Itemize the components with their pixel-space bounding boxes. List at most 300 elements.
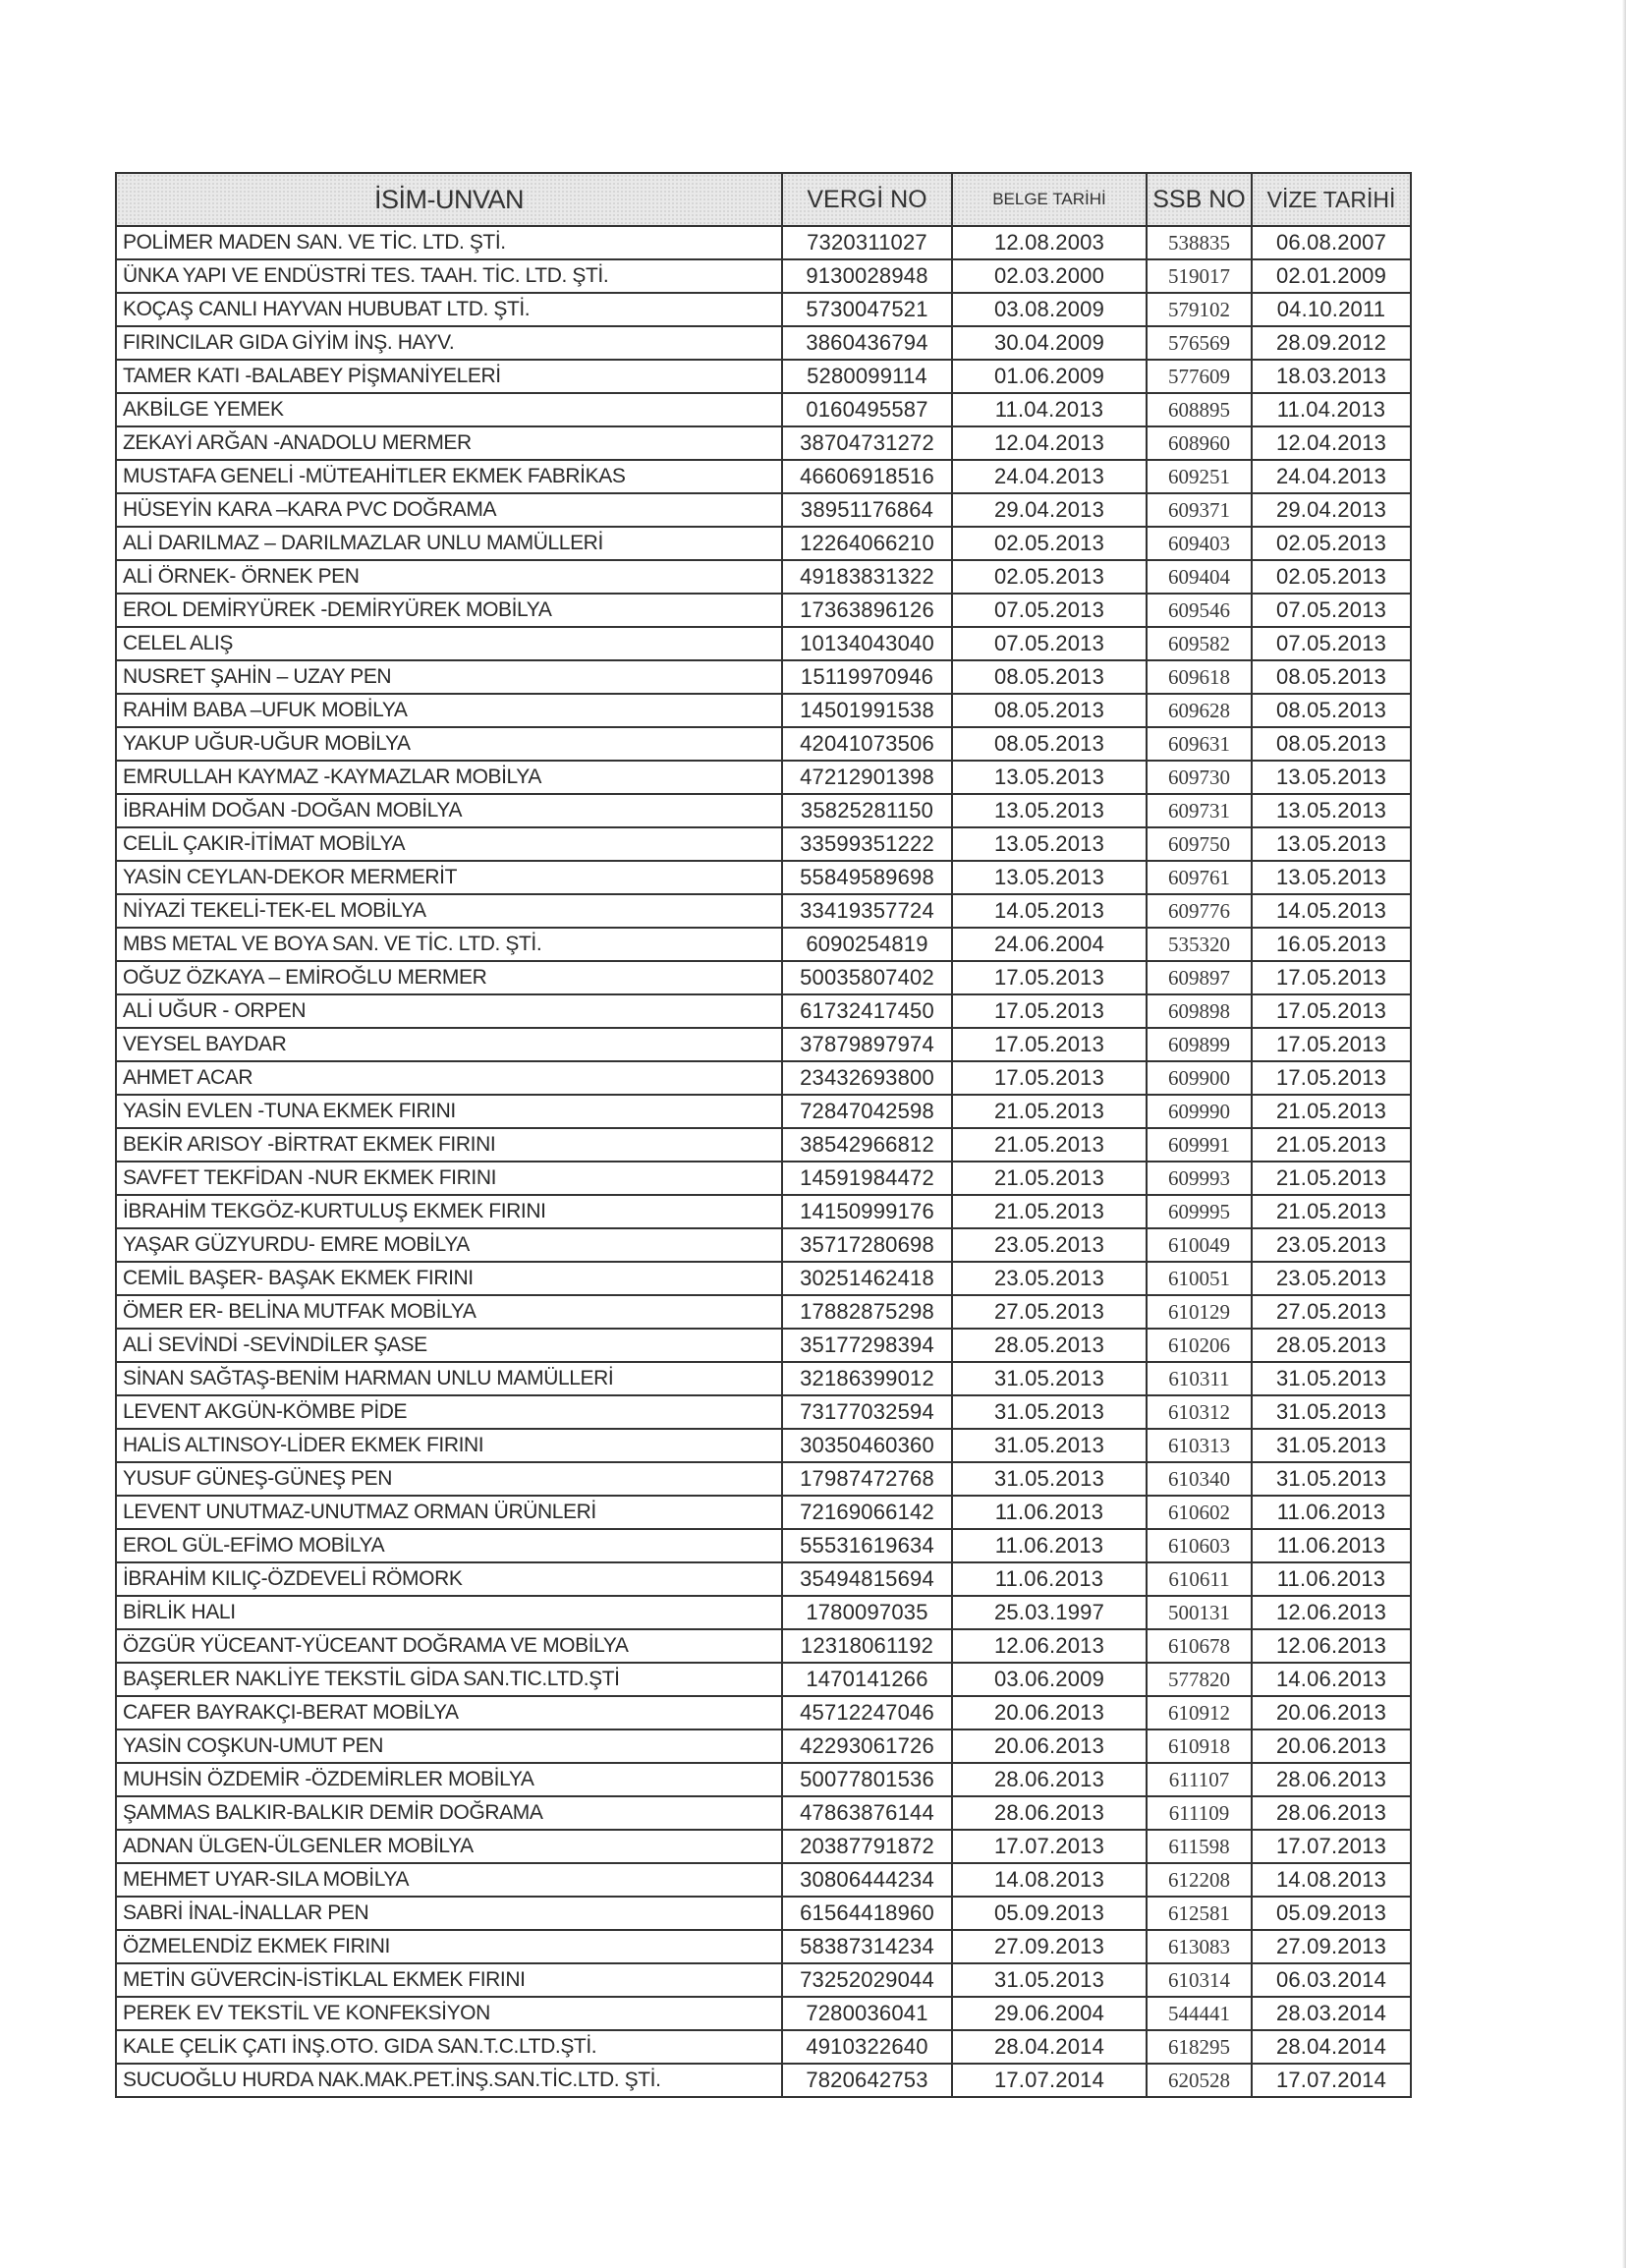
table-row (116, 493, 1411, 527)
table-row (116, 1061, 1411, 1095)
table-row (116, 1195, 1411, 1228)
header-name: İSİM-UNVAN (116, 173, 782, 226)
cell-vize-tarihi: 28.06.2013 (1252, 1796, 1411, 1830)
cell-ssb-no: 609991 (1147, 1128, 1252, 1162)
cell-vergi-no: 35494815694 (782, 1562, 952, 1596)
cell-vize-tarihi: 21.05.2013 (1252, 1128, 1411, 1162)
table-row (116, 426, 1411, 460)
cell-name: SABRİ İNAL-İNALLAR PEN (116, 1897, 782, 1930)
table-row (116, 1395, 1411, 1429)
cell-vergi-no: 33599351222 (782, 827, 952, 861)
cell-name: ZEKAYİ ARĞAN -ANADOLU MERMER (116, 426, 782, 460)
cell-name: KALE ÇELİK ÇATI İNŞ.OTO. GIDA SAN.T.C.LTD.ŞTİ. (116, 2030, 782, 2064)
cell-ssb-no: 613083 (1147, 1930, 1252, 1963)
cell-belge-tarihi: 17.07.2014 (952, 2064, 1147, 2097)
cell-ssb-no: 609750 (1147, 827, 1252, 861)
cell-belge-tarihi: 01.06.2009 (952, 360, 1147, 393)
cell-vize-tarihi: 18.03.2013 (1252, 360, 1411, 393)
table-row (116, 2064, 1411, 2097)
table-row (116, 226, 1411, 259)
scan-edge (1622, 0, 1626, 2268)
cell-vergi-no: 61732417450 (782, 994, 952, 1028)
cell-vize-tarihi: 05.09.2013 (1252, 1897, 1411, 1930)
cell-ssb-no: 609900 (1147, 1061, 1252, 1095)
cell-ssb-no: 610206 (1147, 1329, 1252, 1362)
table-row (116, 1496, 1411, 1529)
cell-name: KOÇAŞ CANLI HAYVAN HUBUBAT LTD. ŞTİ. (116, 293, 782, 326)
cell-ssb-no: 611107 (1147, 1763, 1252, 1796)
cell-name: HALİS ALTINSOY-LİDER EKMEK FIRINI (116, 1429, 782, 1462)
cell-vize-tarihi: 06.03.2014 (1252, 1963, 1411, 1997)
cell-vergi-no: 72847042598 (782, 1095, 952, 1128)
cell-vergi-no: 55849589698 (782, 861, 952, 894)
cell-belge-tarihi: 07.05.2013 (952, 627, 1147, 660)
cell-belge-tarihi: 31.05.2013 (952, 1395, 1147, 1429)
cell-vergi-no: 1780097035 (782, 1596, 952, 1629)
cell-vergi-no: 20387791872 (782, 1830, 952, 1863)
cell-name: METİN GÜVERCİN-İSTİKLAL EKMEK FIRINI (116, 1963, 782, 1997)
cell-name: OĞUZ ÖZKAYA – EMİROĞLU MERMER (116, 961, 782, 994)
table-row (116, 761, 1411, 794)
cell-belge-tarihi: 12.04.2013 (952, 426, 1147, 460)
cell-name: EROL GÜL-EFİMO MOBİLYA (116, 1529, 782, 1562)
cell-belge-tarihi: 17.05.2013 (952, 961, 1147, 994)
cell-ssb-no: 610678 (1147, 1629, 1252, 1663)
cell-belge-tarihi: 11.06.2013 (952, 1529, 1147, 1562)
table-row (116, 1462, 1411, 1496)
cell-vize-tarihi: 13.05.2013 (1252, 761, 1411, 794)
cell-belge-tarihi: 13.05.2013 (952, 827, 1147, 861)
cell-ssb-no: 608895 (1147, 393, 1252, 426)
cell-ssb-no: 609776 (1147, 894, 1252, 928)
cell-ssb-no: 610912 (1147, 1696, 1252, 1729)
cell-vize-tarihi: 21.05.2013 (1252, 1095, 1411, 1128)
table-row (116, 1696, 1411, 1729)
cell-ssb-no: 620528 (1147, 2064, 1252, 2097)
cell-belge-tarihi: 31.05.2013 (952, 1429, 1147, 1462)
table-row (116, 1329, 1411, 1362)
table-row (116, 1629, 1411, 1663)
table-row (116, 393, 1411, 426)
table-row (116, 1529, 1411, 1562)
cell-belge-tarihi: 05.09.2013 (952, 1897, 1147, 1930)
cell-vergi-no: 61564418960 (782, 1897, 952, 1930)
cell-belge-tarihi: 30.04.2009 (952, 326, 1147, 360)
cell-vize-tarihi: 28.04.2014 (1252, 2030, 1411, 2064)
cell-name: YASİN CEYLAN-DEKOR MERMERİT (116, 861, 782, 894)
cell-vergi-no: 17882875298 (782, 1295, 952, 1329)
cell-belge-tarihi: 12.06.2013 (952, 1629, 1147, 1663)
cell-ssb-no: 609730 (1147, 761, 1252, 794)
cell-belge-tarihi: 11.06.2013 (952, 1496, 1147, 1529)
table-row (116, 1596, 1411, 1629)
cell-vergi-no: 7280036041 (782, 1997, 952, 2030)
cell-name: ÖZMELENDİZ EKMEK FIRINI (116, 1930, 782, 1963)
cell-belge-tarihi: 08.05.2013 (952, 660, 1147, 694)
table-row (116, 928, 1411, 961)
cell-belge-tarihi: 08.05.2013 (952, 694, 1147, 727)
cell-vergi-no: 10134043040 (782, 627, 952, 660)
cell-vergi-no: 42293061726 (782, 1729, 952, 1763)
cell-name: SAVFET TEKFİDAN -NUR EKMEK FIRINI (116, 1162, 782, 1195)
table-row (116, 794, 1411, 827)
table-row (116, 1963, 1411, 1997)
cell-vergi-no: 73177032594 (782, 1395, 952, 1429)
cell-ssb-no: 610602 (1147, 1496, 1252, 1529)
cell-vize-tarihi: 07.05.2013 (1252, 627, 1411, 660)
cell-ssb-no: 609546 (1147, 594, 1252, 627)
cell-vize-tarihi: 27.09.2013 (1252, 1930, 1411, 1963)
table-row (116, 259, 1411, 293)
cell-name: TAMER KATI -BALABEY PİŞMANİYELERİ (116, 360, 782, 393)
cell-vize-tarihi: 28.05.2013 (1252, 1329, 1411, 1362)
cell-vergi-no: 37879897974 (782, 1028, 952, 1061)
cell-name: SİNAN SAĞTAŞ-BENİM HARMAN UNLU MAMÜLLERİ (116, 1362, 782, 1395)
table-row (116, 1562, 1411, 1596)
cell-name: CEMİL BAŞER- BAŞAK EKMEK FIRINI (116, 1262, 782, 1295)
cell-vergi-no: 47212901398 (782, 761, 952, 794)
cell-belge-tarihi: 14.08.2013 (952, 1863, 1147, 1897)
cell-name: ALİ DARILMAZ – DARILMAZLAR UNLU MAMÜLLERİ (116, 527, 782, 560)
cell-ssb-no: 609993 (1147, 1162, 1252, 1195)
cell-name: YAKUP UĞUR-UĞUR MOBİLYA (116, 727, 782, 761)
cell-name: İBRAHİM DOĞAN -DOĞAN MOBİLYA (116, 794, 782, 827)
table-row (116, 293, 1411, 326)
cell-vergi-no: 17363896126 (782, 594, 952, 627)
cell-vize-tarihi: 14.06.2013 (1252, 1663, 1411, 1696)
cell-ssb-no: 609628 (1147, 694, 1252, 727)
cell-vergi-no: 14501991538 (782, 694, 952, 727)
cell-ssb-no: 608960 (1147, 426, 1252, 460)
cell-vize-tarihi: 12.06.2013 (1252, 1629, 1411, 1663)
cell-ssb-no: 610340 (1147, 1462, 1252, 1496)
cell-ssb-no: 609898 (1147, 994, 1252, 1028)
cell-ssb-no: 538835 (1147, 226, 1252, 259)
cell-vergi-no: 38951176864 (782, 493, 952, 527)
cell-name: BAŞERLER NAKLİYE TEKSTİL GİDA SAN.TIC.LTD.ŞTİ (116, 1663, 782, 1696)
cell-belge-tarihi: 12.08.2003 (952, 226, 1147, 259)
cell-vergi-no: 35177298394 (782, 1329, 952, 1362)
cell-belge-tarihi: 13.05.2013 (952, 794, 1147, 827)
cell-belge-tarihi: 27.05.2013 (952, 1295, 1147, 1329)
cell-vergi-no: 1470141266 (782, 1663, 952, 1696)
cell-belge-tarihi: 24.06.2004 (952, 928, 1147, 961)
table-row (116, 994, 1411, 1028)
cell-vize-tarihi: 11.06.2013 (1252, 1496, 1411, 1529)
cell-belge-tarihi: 21.05.2013 (952, 1095, 1147, 1128)
cell-name: MUSTAFA GENELİ -MÜTEAHİTLER EKMEK FABRİKAS (116, 460, 782, 493)
cell-vergi-no: 5730047521 (782, 293, 952, 326)
table-row (116, 627, 1411, 660)
table-row (116, 2030, 1411, 2064)
cell-vergi-no: 7820642753 (782, 2064, 952, 2097)
cell-ssb-no: 609403 (1147, 527, 1252, 560)
cell-ssb-no: 611598 (1147, 1830, 1252, 1863)
cell-vize-tarihi: 12.04.2013 (1252, 426, 1411, 460)
cell-vergi-no: 30251462418 (782, 1262, 952, 1295)
cell-belge-tarihi: 28.04.2014 (952, 2030, 1147, 2064)
cell-vize-tarihi: 23.05.2013 (1252, 1262, 1411, 1295)
table-row (116, 1429, 1411, 1462)
cell-ssb-no: 610051 (1147, 1262, 1252, 1295)
cell-vize-tarihi: 20.06.2013 (1252, 1729, 1411, 1763)
cell-vize-tarihi: 02.05.2013 (1252, 560, 1411, 594)
cell-vize-tarihi: 17.05.2013 (1252, 994, 1411, 1028)
cell-ssb-no: 609995 (1147, 1195, 1252, 1228)
cell-belge-tarihi: 03.08.2009 (952, 293, 1147, 326)
cell-belge-tarihi: 28.06.2013 (952, 1796, 1147, 1830)
cell-ssb-no: 612208 (1147, 1863, 1252, 1897)
cell-vergi-no: 30806444234 (782, 1863, 952, 1897)
cell-name: NUSRET ŞAHİN – UZAY PEN (116, 660, 782, 694)
cell-ssb-no: 500131 (1147, 1596, 1252, 1629)
cell-name: YAŞAR GÜZYURDU- EMRE MOBİLYA (116, 1228, 782, 1262)
cell-name: ALİ SEVİNDİ -SEVİNDİLER ŞASE (116, 1329, 782, 1362)
cell-name: ÖZGÜR YÜCEANT-YÜCEANT DOĞRAMA VE MOBİLYA (116, 1629, 782, 1663)
cell-ssb-no: 609990 (1147, 1095, 1252, 1128)
table-row (116, 1830, 1411, 1863)
table-row (116, 1028, 1411, 1061)
cell-vize-tarihi: 21.05.2013 (1252, 1195, 1411, 1228)
cell-name: YASİN EVLEN -TUNA EKMEK FIRINI (116, 1095, 782, 1128)
cell-vergi-no: 46606918516 (782, 460, 952, 493)
cell-name: YASİN COŞKUN-UMUT PEN (116, 1729, 782, 1763)
cell-belge-tarihi: 31.05.2013 (952, 1362, 1147, 1395)
cell-vize-tarihi: 16.05.2013 (1252, 928, 1411, 961)
cell-vergi-no: 47863876144 (782, 1796, 952, 1830)
cell-belge-tarihi: 17.07.2013 (952, 1830, 1147, 1863)
cell-vize-tarihi: 31.05.2013 (1252, 1395, 1411, 1429)
cell-ssb-no: 544441 (1147, 1997, 1252, 2030)
cell-vize-tarihi: 31.05.2013 (1252, 1362, 1411, 1395)
cell-belge-tarihi: 11.04.2013 (952, 393, 1147, 426)
cell-vergi-no: 35825281150 (782, 794, 952, 827)
cell-vergi-no: 42041073506 (782, 727, 952, 761)
table-row (116, 1729, 1411, 1763)
cell-vize-tarihi: 27.05.2013 (1252, 1295, 1411, 1329)
cell-vergi-no: 38704731272 (782, 426, 952, 460)
cell-name: BİRLİK HALI (116, 1596, 782, 1629)
cell-vergi-no: 9130028948 (782, 259, 952, 293)
cell-vergi-no: 35717280698 (782, 1228, 952, 1262)
cell-vize-tarihi: 08.05.2013 (1252, 694, 1411, 727)
table-row (116, 1763, 1411, 1796)
cell-belge-tarihi: 27.09.2013 (952, 1930, 1147, 1963)
cell-ssb-no: 618295 (1147, 2030, 1252, 2064)
cell-name: NİYAZİ TEKELİ-TEK-EL MOBİLYA (116, 894, 782, 928)
license-table (115, 172, 1412, 2098)
cell-vergi-no: 55531619634 (782, 1529, 952, 1562)
cell-ssb-no: 610313 (1147, 1429, 1252, 1462)
cell-vergi-no: 14150999176 (782, 1195, 952, 1228)
cell-ssb-no: 609404 (1147, 560, 1252, 594)
table-row (116, 560, 1411, 594)
header-vize-tarihi: VİZE TARİHİ (1252, 173, 1411, 226)
cell-vergi-no: 7320311027 (782, 226, 952, 259)
cell-vergi-no: 12264066210 (782, 527, 952, 560)
cell-belge-tarihi: 03.06.2009 (952, 1663, 1147, 1696)
cell-vize-tarihi: 11.04.2013 (1252, 393, 1411, 426)
cell-vergi-no: 5280099114 (782, 360, 952, 393)
cell-name: İBRAHİM TEKGÖZ-KURTULUŞ EKMEK FIRINI (116, 1195, 782, 1228)
table-row (116, 894, 1411, 928)
table-row (116, 1128, 1411, 1162)
cell-belge-tarihi: 13.05.2013 (952, 861, 1147, 894)
cell-belge-tarihi: 20.06.2013 (952, 1696, 1147, 1729)
header-vergi-no: VERGİ NO (782, 173, 952, 226)
cell-vize-tarihi: 12.06.2013 (1252, 1596, 1411, 1629)
table-row (116, 1930, 1411, 1963)
cell-ssb-no: 609251 (1147, 460, 1252, 493)
cell-vergi-no: 50035807402 (782, 961, 952, 994)
cell-vergi-no: 38542966812 (782, 1128, 952, 1162)
cell-vize-tarihi: 08.05.2013 (1252, 660, 1411, 694)
cell-belge-tarihi: 11.06.2013 (952, 1562, 1147, 1596)
cell-name: CELİL ÇAKIR-İTİMAT MOBİLYA (116, 827, 782, 861)
table-row (116, 1362, 1411, 1395)
cell-ssb-no: 610049 (1147, 1228, 1252, 1262)
table-row (116, 1663, 1411, 1696)
cell-vize-tarihi: 02.01.2009 (1252, 259, 1411, 293)
cell-ssb-no: 610129 (1147, 1295, 1252, 1329)
cell-belge-tarihi: 20.06.2013 (952, 1729, 1147, 1763)
cell-ssb-no: 610311 (1147, 1362, 1252, 1395)
cell-vize-tarihi: 23.05.2013 (1252, 1228, 1411, 1262)
table-row (116, 460, 1411, 493)
cell-ssb-no: 609582 (1147, 627, 1252, 660)
cell-belge-tarihi: 17.05.2013 (952, 1061, 1147, 1095)
table-row (116, 1162, 1411, 1195)
cell-ssb-no: 576569 (1147, 326, 1252, 360)
cell-vize-tarihi: 28.03.2014 (1252, 1997, 1411, 2030)
cell-belge-tarihi: 31.05.2013 (952, 1963, 1147, 1997)
cell-name: İBRAHİM KILIÇ-ÖZDEVELİ RÖMORK (116, 1562, 782, 1596)
cell-belge-tarihi: 29.06.2004 (952, 1997, 1147, 2030)
cell-vize-tarihi: 21.05.2013 (1252, 1162, 1411, 1195)
table-row (116, 1997, 1411, 2030)
cell-vergi-no: 45712247046 (782, 1696, 952, 1729)
cell-ssb-no: 610312 (1147, 1395, 1252, 1429)
table-row (116, 961, 1411, 994)
cell-belge-tarihi: 02.05.2013 (952, 560, 1147, 594)
table-row (116, 1228, 1411, 1262)
cell-belge-tarihi: 02.03.2000 (952, 259, 1147, 293)
cell-name: ALİ ÖRNEK- ÖRNEK PEN (116, 560, 782, 594)
cell-name: MUHSİN ÖZDEMİR -ÖZDEMİRLER MOBİLYA (116, 1763, 782, 1796)
cell-name: MEHMET UYAR-SILA MOBİLYA (116, 1863, 782, 1897)
cell-belge-tarihi: 23.05.2013 (952, 1228, 1147, 1262)
cell-belge-tarihi: 07.05.2013 (952, 594, 1147, 627)
cell-vergi-no: 23432693800 (782, 1061, 952, 1095)
cell-ssb-no: 609731 (1147, 794, 1252, 827)
table-row (116, 727, 1411, 761)
cell-vergi-no: 4910322640 (782, 2030, 952, 2064)
cell-vergi-no: 72169066142 (782, 1496, 952, 1529)
cell-belge-tarihi: 14.05.2013 (952, 894, 1147, 928)
cell-belge-tarihi: 17.05.2013 (952, 1028, 1147, 1061)
cell-vergi-no: 73252029044 (782, 1963, 952, 1997)
cell-vize-tarihi: 20.06.2013 (1252, 1696, 1411, 1729)
header-belge-tarihi: BELGE TARİHİ (952, 173, 1147, 226)
cell-name: MBS METAL VE BOYA SAN. VE TİC. LTD. ŞTİ. (116, 928, 782, 961)
cell-vize-tarihi: 08.05.2013 (1252, 727, 1411, 761)
cell-vize-tarihi: 17.05.2013 (1252, 961, 1411, 994)
cell-vize-tarihi: 14.05.2013 (1252, 894, 1411, 928)
cell-belge-tarihi: 25.03.1997 (952, 1596, 1147, 1629)
cell-name: BEKİR ARISOY -BİRTRAT EKMEK FIRINI (116, 1128, 782, 1162)
cell-name: FIRINCILAR GIDA GİYİM İNŞ. HAYV. (116, 326, 782, 360)
cell-belge-tarihi: 23.05.2013 (952, 1262, 1147, 1295)
scanned-document (115, 172, 1410, 2098)
cell-vergi-no: 50077801536 (782, 1763, 952, 1796)
cell-ssb-no: 609618 (1147, 660, 1252, 694)
cell-ssb-no: 610314 (1147, 1963, 1252, 1997)
cell-vergi-no: 0160495587 (782, 393, 952, 426)
table-row (116, 1897, 1411, 1930)
cell-ssb-no: 610918 (1147, 1729, 1252, 1763)
cell-name: LEVENT AKGÜN-KÖMBE PİDE (116, 1395, 782, 1429)
cell-name: AHMET ACAR (116, 1061, 782, 1095)
cell-ssb-no: 609897 (1147, 961, 1252, 994)
cell-belge-tarihi: 02.05.2013 (952, 527, 1147, 560)
table-row (116, 827, 1411, 861)
cell-name: ÖMER ER- BELİNA MUTFAK MOBİLYA (116, 1295, 782, 1329)
cell-name: ADNAN ÜLGEN-ÜLGENLER MOBİLYA (116, 1830, 782, 1863)
cell-name: LEVENT UNUTMAZ-UNUTMAZ ORMAN ÜRÜNLERİ (116, 1496, 782, 1529)
table-row (116, 1295, 1411, 1329)
cell-vize-tarihi: 07.05.2013 (1252, 594, 1411, 627)
cell-ssb-no: 579102 (1147, 293, 1252, 326)
cell-name: VEYSEL BAYDAR (116, 1028, 782, 1061)
cell-vize-tarihi: 02.05.2013 (1252, 527, 1411, 560)
table-row (116, 694, 1411, 727)
header-row (116, 173, 1411, 226)
cell-belge-tarihi: 21.05.2013 (952, 1128, 1147, 1162)
cell-belge-tarihi: 21.05.2013 (952, 1162, 1147, 1195)
cell-ssb-no: 610603 (1147, 1529, 1252, 1562)
cell-vergi-no: 30350460360 (782, 1429, 952, 1462)
cell-name: ŞAMMAS BALKIR-BALKIR DEMİR DOĞRAMA (116, 1796, 782, 1830)
cell-vize-tarihi: 13.05.2013 (1252, 794, 1411, 827)
header-ssb-no: SSB NO (1147, 173, 1252, 226)
cell-vergi-no: 33419357724 (782, 894, 952, 928)
table-row (116, 360, 1411, 393)
cell-vize-tarihi: 29.04.2013 (1252, 493, 1411, 527)
cell-belge-tarihi: 21.05.2013 (952, 1195, 1147, 1228)
cell-vize-tarihi: 17.07.2013 (1252, 1830, 1411, 1863)
cell-ssb-no: 610611 (1147, 1562, 1252, 1596)
cell-vergi-no: 58387314234 (782, 1930, 952, 1963)
cell-vize-tarihi: 28.06.2013 (1252, 1763, 1411, 1796)
table-row (116, 1262, 1411, 1295)
cell-vergi-no: 14591984472 (782, 1162, 952, 1195)
cell-name: CELEL ALIŞ (116, 627, 782, 660)
cell-belge-tarihi: 17.05.2013 (952, 994, 1147, 1028)
table-row (116, 1095, 1411, 1128)
cell-name: PEREK EV TEKSTİL VE KONFEKSİYON (116, 1997, 782, 2030)
cell-name: EMRULLAH KAYMAZ -KAYMAZLAR MOBİLYA (116, 761, 782, 794)
cell-vize-tarihi: 17.07.2014 (1252, 2064, 1411, 2097)
cell-ssb-no: 577820 (1147, 1663, 1252, 1696)
cell-vergi-no: 49183831322 (782, 560, 952, 594)
cell-name: EROL DEMİRYÜREK -DEMİRYÜREK MOBİLYA (116, 594, 782, 627)
cell-name: POLİMER MADEN SAN. VE TİC. LTD. ŞTİ. (116, 226, 782, 259)
cell-ssb-no: 609631 (1147, 727, 1252, 761)
cell-vize-tarihi: 17.05.2013 (1252, 1028, 1411, 1061)
table-row (116, 326, 1411, 360)
table-row (116, 527, 1411, 560)
table-row (116, 1863, 1411, 1897)
